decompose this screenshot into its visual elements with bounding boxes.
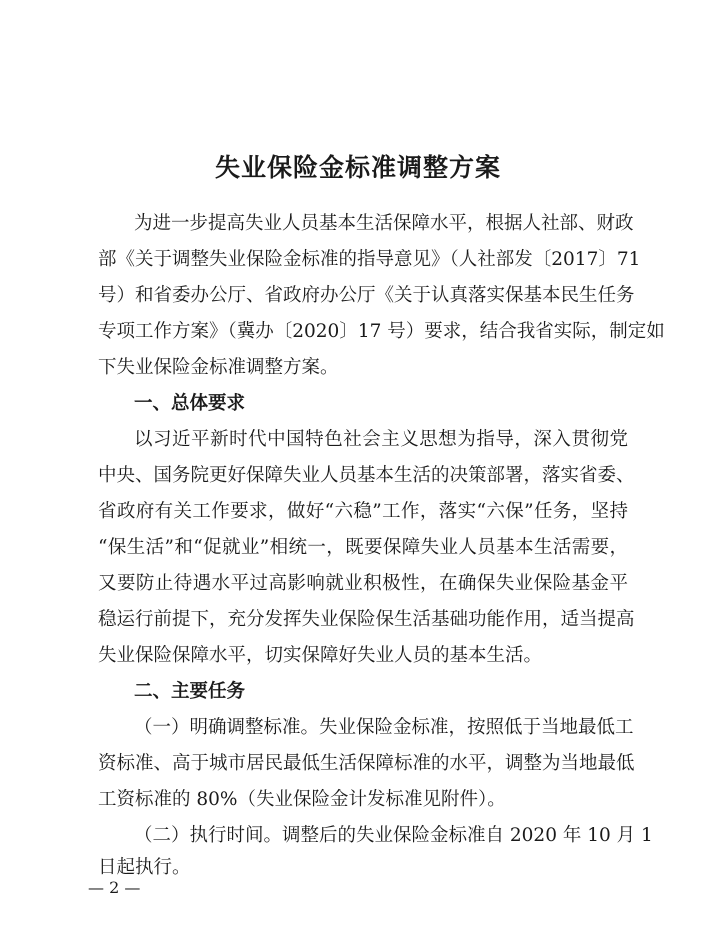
section-2-item-2-line-1: （二）执行时间。调整后的失业保险金标准自 2020 年 10 月 1 — [134, 825, 653, 846]
section-1-line-2: 中央、国务院更好保障失业人员基本生活的决策部署，落实省委、 — [98, 465, 635, 486]
document-title: 失业保险金标准调整方案 — [214, 153, 501, 182]
section-2-item-1-line-3: 工资标准的 80%（失业保险金计发标准见附件）。 — [98, 789, 506, 810]
section-2-item-2-line-2: 日起执行。 — [98, 857, 191, 878]
intro-line-2: 部《关于调整失业保险金标准的指导意见》（人社部发〔2017〕71 — [98, 249, 641, 270]
intro-line-3: 号）和省委办公厅、省政府办公厅《关于认真落实保基本民生任务 — [98, 285, 635, 306]
section-1-line-4: “保生活”和“促就业”相统一，既要保障失业人员基本生活需要， — [98, 537, 628, 558]
section-1-heading: 一、总体要求 — [134, 393, 246, 414]
intro-line-4: 专项工作方案》（冀办〔2020〕17 号）要求，结合我省实际，制定如 — [98, 321, 665, 342]
section-1-line-7: 失业保险保障水平，切实保障好失业人员的基本生活。 — [98, 645, 543, 666]
section-2-item-1-line-1: （一）明确调整标准。失业保险金标准，按照低于当地最低工 — [134, 717, 634, 738]
intro-line-1: 为进一步提高失业人员基本生活保障水平，根据人社部、财政 — [134, 213, 634, 234]
page-number: — 2 — — [88, 878, 141, 897]
section-1-line-5: 又要防止待遇水平过高影响就业积极性，在确保失业保险基金平 — [98, 573, 628, 594]
section-1-line-6: 稳运行前提下，充分发挥失业保险保生活基础功能作用，适当提高 — [98, 609, 635, 630]
section-1-line-1: 以习近平新时代中国特色社会主义思想为指导，深入贯彻党 — [134, 429, 628, 450]
section-2-heading: 二、主要任务 — [134, 681, 246, 702]
section-2-item-1-line-2: 资标准、高于城市居民最低生活保障标准的水平，调整为当地最低 — [98, 753, 635, 774]
section-1-line-3: 省政府有关工作要求，做好“六稳”工作，落实“六保”任务，坚持 — [98, 501, 628, 522]
intro-line-5: 下失业保险金标准调整方案。 — [98, 357, 339, 378]
